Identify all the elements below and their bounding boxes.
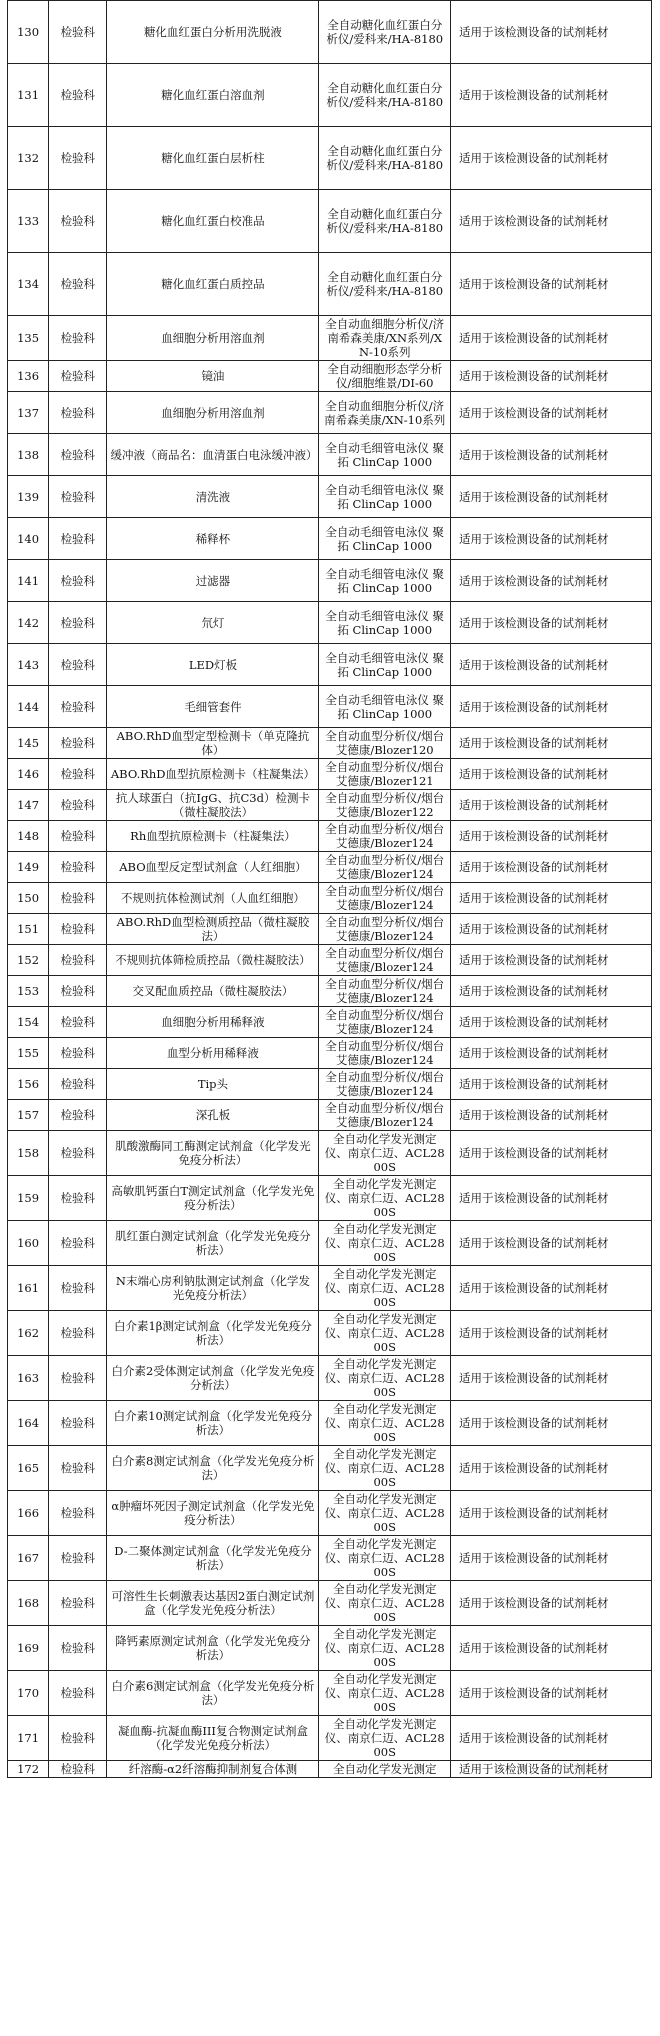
- remark: 适用于该检测设备的试剂耗材: [451, 1536, 652, 1581]
- item-name: D-二聚体测定试剂盒（化学发光免疫分析法）: [107, 1536, 319, 1581]
- remark: 适用于该检测设备的试剂耗材: [451, 1671, 652, 1716]
- table-row: [8, 253, 652, 316]
- device-model: 全自动化学发光测定仪、南京仁迈、ACL2800S: [319, 1311, 451, 1356]
- row-number: 133: [8, 190, 49, 253]
- table-row: [8, 790, 652, 821]
- table-row: [8, 1491, 652, 1536]
- table-row: [8, 1581, 652, 1626]
- remark: 适用于该检测设备的试剂耗材: [451, 914, 652, 945]
- item-name: LED灯板: [107, 644, 319, 686]
- table-row: [8, 602, 652, 644]
- item-name: α肿瘤坏死因子测定试剂盒（化学发光免疫分析法）: [107, 1491, 319, 1536]
- table-row: [8, 1131, 652, 1176]
- table-row: [8, 1671, 652, 1716]
- row-number: 162: [8, 1311, 49, 1356]
- device-model: 全自动血细胞分析仪/济南希森美康/XN系列/XN-10系列: [319, 316, 451, 361]
- item-name: 糖化血红蛋白分析用洗脱液: [107, 1, 319, 64]
- department: 检验科: [49, 1491, 107, 1536]
- device-model: 全自动化学发光测定仪、南京仁迈、ACL2800S: [319, 1131, 451, 1176]
- remark: 适用于该检测设备的试剂耗材: [451, 518, 652, 560]
- department: 检验科: [49, 1131, 107, 1176]
- item-name: 毛细管套件: [107, 686, 319, 728]
- remark: 适用于该检测设备的试剂耗材: [451, 1491, 652, 1536]
- device-model: 全自动毛细管电泳仪 聚拓 ClinCap 1000: [319, 476, 451, 518]
- item-name: 糖化血红蛋白层析柱: [107, 127, 319, 190]
- row-number: 163: [8, 1356, 49, 1401]
- item-name: 稀释杯: [107, 518, 319, 560]
- remark: 适用于该检测设备的试剂耗材: [451, 1716, 652, 1761]
- table-row: [8, 883, 652, 914]
- table-row: [8, 686, 652, 728]
- table-row: [8, 316, 652, 361]
- row-number: 160: [8, 1221, 49, 1266]
- device-model: 全自动糖化血红蛋白分析仪/爱科来/HA-8180: [319, 253, 451, 316]
- row-number: 139: [8, 476, 49, 518]
- item-name: 白介素10测定试剂盒（化学发光免疫分析法）: [107, 1401, 319, 1446]
- remark: 适用于该检测设备的试剂耗材: [451, 190, 652, 253]
- department: 检验科: [49, 518, 107, 560]
- table-row: [8, 1038, 652, 1069]
- department: 检验科: [49, 728, 107, 759]
- item-name: 清洗液: [107, 476, 319, 518]
- item-name: 白介素8测定试剂盒（化学发光免疫分析法）: [107, 1446, 319, 1491]
- department: 检验科: [49, 644, 107, 686]
- remark: 适用于该检测设备的试剂耗材: [451, 64, 652, 127]
- row-number: 156: [8, 1069, 49, 1100]
- department: 检验科: [49, 127, 107, 190]
- row-number: 166: [8, 1491, 49, 1536]
- item-name: 缓冲液（商品名：血清蛋白电泳缓冲液）: [107, 434, 319, 476]
- table-row: [8, 914, 652, 945]
- device-model: 全自动毛细管电泳仪 聚拓 ClinCap 1000: [319, 560, 451, 602]
- item-name: ABO.RhD血型定型检测卡（单克隆抗体）: [107, 728, 319, 759]
- device-model: 全自动化学发光测定仪、南京仁迈、ACL2800S: [319, 1401, 451, 1446]
- department: 检验科: [49, 602, 107, 644]
- department: 检验科: [49, 1266, 107, 1311]
- device-model: 全自动血细胞分析仪/济南希森美康/XN-10系列: [319, 392, 451, 434]
- remark: 适用于该检测设备的试剂耗材: [451, 644, 652, 686]
- device-model: 全自动血型分析仪/烟台艾德康/Blozer124: [319, 1038, 451, 1069]
- table-row: [8, 1069, 652, 1100]
- remark: 适用于该检测设备的试剂耗材: [451, 1007, 652, 1038]
- remark: 适用于该检测设备的试剂耗材: [451, 976, 652, 1007]
- device-model: 全自动化学发光测定仪、南京仁迈、ACL2800S: [319, 1176, 451, 1221]
- table-row: [8, 1311, 652, 1356]
- row-number: 141: [8, 560, 49, 602]
- remark: 适用于该检测设备的试剂耗材: [451, 821, 652, 852]
- department: 检验科: [49, 316, 107, 361]
- table-row: [8, 1401, 652, 1446]
- item-name: 可溶性生长刺激表达基因2蛋白测定试剂盒（化学发光免疫分析法）: [107, 1581, 319, 1626]
- table-row: [8, 852, 652, 883]
- department: 检验科: [49, 190, 107, 253]
- table-row: [8, 1446, 652, 1491]
- device-model: 全自动细胞形态学分析仪/细胞维景/DI-60: [319, 361, 451, 392]
- department: 检验科: [49, 476, 107, 518]
- department: 检验科: [49, 1716, 107, 1761]
- row-number: 168: [8, 1581, 49, 1626]
- device-model: 全自动毛细管电泳仪 聚拓 ClinCap 1000: [319, 644, 451, 686]
- row-number: 142: [8, 602, 49, 644]
- consumables-table: [7, 0, 652, 1778]
- device-model: 全自动糖化血红蛋白分析仪/爱科来/HA-8180: [319, 127, 451, 190]
- remark: 适用于该检测设备的试剂耗材: [451, 1221, 652, 1266]
- remark: 适用于该检测设备的试剂耗材: [451, 361, 652, 392]
- remark: 适用于该检测设备的试剂耗材: [451, 1100, 652, 1131]
- row-number: 152: [8, 945, 49, 976]
- device-model: 全自动化学发光测定仪、南京仁迈、ACL2800S: [319, 1716, 451, 1761]
- remark: 适用于该检测设备的试剂耗材: [451, 1069, 652, 1100]
- remark: 适用于该检测设备的试剂耗材: [451, 790, 652, 821]
- remark: 适用于该检测设备的试剂耗材: [451, 1176, 652, 1221]
- remark: 适用于该检测设备的试剂耗材: [451, 253, 652, 316]
- device-model: 全自动化学发光测定仪、南京仁迈、ACL2800S: [319, 1536, 451, 1581]
- department: 检验科: [49, 1069, 107, 1100]
- department: 检验科: [49, 976, 107, 1007]
- item-name: 糖化血红蛋白质控品: [107, 253, 319, 316]
- item-name: Tip头: [107, 1069, 319, 1100]
- item-name: 镜油: [107, 361, 319, 392]
- department: 检验科: [49, 1007, 107, 1038]
- table-row: [8, 127, 652, 190]
- remark: 适用于该检测设备的试剂耗材: [451, 728, 652, 759]
- department: 检验科: [49, 434, 107, 476]
- table-row: [8, 1761, 652, 1778]
- department: 检验科: [49, 945, 107, 976]
- row-number: 171: [8, 1716, 49, 1761]
- remark: 适用于该检测设备的试剂耗材: [451, 1038, 652, 1069]
- remark: 适用于该检测设备的试剂耗材: [451, 686, 652, 728]
- item-name: 不规则抗体检测试剂（人血红细胞）: [107, 883, 319, 914]
- item-name: 白介素6测定试剂盒（化学发光免疫分析法）: [107, 1671, 319, 1716]
- department: 检验科: [49, 1311, 107, 1356]
- department: 检验科: [49, 883, 107, 914]
- department: 检验科: [49, 1671, 107, 1716]
- remark: 适用于该检测设备的试剂耗材: [451, 1311, 652, 1356]
- item-name: 白介素1β测定试剂盒（化学发光免疫分析法）: [107, 1311, 319, 1356]
- row-number: 169: [8, 1626, 49, 1671]
- department: 检验科: [49, 1626, 107, 1671]
- remark: 适用于该检测设备的试剂耗材: [451, 1581, 652, 1626]
- item-name: 凝血酶-抗凝血酶III复合物测定试剂盒（化学发光免疫分析法）: [107, 1716, 319, 1761]
- remark: 适用于该检测设备的试剂耗材: [451, 852, 652, 883]
- remark: 适用于该检测设备的试剂耗材: [451, 476, 652, 518]
- remark: 适用于该检测设备的试剂耗材: [451, 316, 652, 361]
- remark: 适用于该检测设备的试剂耗材: [451, 883, 652, 914]
- department: 检验科: [49, 1536, 107, 1581]
- row-number: 151: [8, 914, 49, 945]
- remark: 适用于该检测设备的试剂耗材: [451, 1626, 652, 1671]
- remark: 适用于该检测设备的试剂耗材: [451, 1356, 652, 1401]
- department: 检验科: [49, 1, 107, 64]
- device-model: 全自动化学发光测定仪、南京仁迈、ACL2800S: [319, 1356, 451, 1401]
- row-number: 153: [8, 976, 49, 1007]
- row-number: 172: [8, 1761, 49, 1778]
- row-number: 130: [8, 1, 49, 64]
- device-model: 全自动毛细管电泳仪 聚拓 ClinCap 1000: [319, 602, 451, 644]
- department: 检验科: [49, 1401, 107, 1446]
- device-model: 全自动毛细管电泳仪 聚拓 ClinCap 1000: [319, 686, 451, 728]
- department: 检验科: [49, 1446, 107, 1491]
- device-model: 全自动血型分析仪/烟台艾德康/Blozer124: [319, 883, 451, 914]
- table-row: [8, 945, 652, 976]
- table-row: [8, 1266, 652, 1311]
- department: 检验科: [49, 1581, 107, 1626]
- department: 检验科: [49, 914, 107, 945]
- device-model: 全自动化学发光测定仪、南京仁迈、ACL2800S: [319, 1581, 451, 1626]
- department: 检验科: [49, 1038, 107, 1069]
- department: 检验科: [49, 1100, 107, 1131]
- remark: 适用于该检测设备的试剂耗材: [451, 1401, 652, 1446]
- remark: 适用于该检测设备的试剂耗材: [451, 759, 652, 790]
- device-model: 全自动血型分析仪/烟台艾德康/Blozer124: [319, 976, 451, 1007]
- item-name: 不规则抗体筛检质控品（微柱凝胶法）: [107, 945, 319, 976]
- department: 检验科: [49, 852, 107, 883]
- table-row: [8, 560, 652, 602]
- device-model: 全自动化学发光测定仪、南京仁迈、ACL2800S: [319, 1671, 451, 1716]
- item-name: 过滤器: [107, 560, 319, 602]
- row-number: 165: [8, 1446, 49, 1491]
- row-number: 134: [8, 253, 49, 316]
- department: 检验科: [49, 1176, 107, 1221]
- row-number: 137: [8, 392, 49, 434]
- table-row: [8, 1007, 652, 1038]
- row-number: 140: [8, 518, 49, 560]
- device-model: 全自动糖化血红蛋白分析仪/爱科来/HA-8180: [319, 1, 451, 64]
- item-name: 肌红蛋白测定试剂盒（化学发光免疫分析法）: [107, 1221, 319, 1266]
- device-model: 全自动化学发光测定: [319, 1761, 451, 1778]
- row-number: 161: [8, 1266, 49, 1311]
- item-name: 肌酸激酶同工酶测定试剂盒（化学发光免疫分析法）: [107, 1131, 319, 1176]
- row-number: 146: [8, 759, 49, 790]
- row-number: 143: [8, 644, 49, 686]
- device-model: 全自动化学发光测定仪、南京仁迈、ACL2800S: [319, 1626, 451, 1671]
- device-model: 全自动化学发光测定仪、南京仁迈、ACL2800S: [319, 1221, 451, 1266]
- department: 检验科: [49, 361, 107, 392]
- item-name: 深孔板: [107, 1100, 319, 1131]
- row-number: 157: [8, 1100, 49, 1131]
- table-row: [8, 728, 652, 759]
- item-name: 抗人球蛋白（抗IgG、抗C3d）检测卡（微柱凝胶法）: [107, 790, 319, 821]
- item-name: 血细胞分析用稀释液: [107, 1007, 319, 1038]
- row-number: 170: [8, 1671, 49, 1716]
- item-name: Rh血型抗原检测卡（柱凝集法）: [107, 821, 319, 852]
- table-row: [8, 1536, 652, 1581]
- table-row: [8, 644, 652, 686]
- remark: 适用于该检测设备的试剂耗材: [451, 560, 652, 602]
- department: 检验科: [49, 392, 107, 434]
- row-number: 131: [8, 64, 49, 127]
- device-model: 全自动化学发光测定仪、南京仁迈、ACL2800S: [319, 1266, 451, 1311]
- item-name: ABO血型反定型试剂盒（人红细胞）: [107, 852, 319, 883]
- device-model: 全自动血型分析仪/烟台艾德康/Blozer121: [319, 759, 451, 790]
- remark: 适用于该检测设备的试剂耗材: [451, 127, 652, 190]
- row-number: 164: [8, 1401, 49, 1446]
- row-number: 148: [8, 821, 49, 852]
- department: 检验科: [49, 64, 107, 127]
- row-number: 135: [8, 316, 49, 361]
- device-model: 全自动毛细管电泳仪 聚拓 ClinCap 1000: [319, 518, 451, 560]
- table-row: [8, 518, 652, 560]
- table-row: [8, 821, 652, 852]
- row-number: 155: [8, 1038, 49, 1069]
- row-number: 149: [8, 852, 49, 883]
- device-model: 全自动血型分析仪/烟台艾德康/Blozer124: [319, 914, 451, 945]
- device-model: 全自动血型分析仪/烟台艾德康/Blozer122: [319, 790, 451, 821]
- device-model: 全自动血型分析仪/烟台艾德康/Blozer124: [319, 821, 451, 852]
- table-row: [8, 64, 652, 127]
- remark: 适用于该检测设备的试剂耗材: [451, 1266, 652, 1311]
- device-model: 全自动化学发光测定仪、南京仁迈、ACL2800S: [319, 1491, 451, 1536]
- row-number: 144: [8, 686, 49, 728]
- row-number: 158: [8, 1131, 49, 1176]
- table-row: [8, 976, 652, 1007]
- table-row: [8, 361, 652, 392]
- table-row: [8, 476, 652, 518]
- department: 检验科: [49, 686, 107, 728]
- item-name: 糖化血红蛋白校准品: [107, 190, 319, 253]
- table-row: [8, 1, 652, 64]
- table-row: [8, 1626, 652, 1671]
- device-model: 全自动血型分析仪/烟台艾德康/Blozer124: [319, 852, 451, 883]
- row-number: 150: [8, 883, 49, 914]
- item-name: 氘灯: [107, 602, 319, 644]
- table-row: [8, 392, 652, 434]
- remark: 适用于该检测设备的试剂耗材: [451, 1, 652, 64]
- row-number: 167: [8, 1536, 49, 1581]
- department: 检验科: [49, 1221, 107, 1266]
- table-row: [8, 1100, 652, 1131]
- item-name: 降钙素原测定试剂盒（化学发光免疫分析法）: [107, 1626, 319, 1671]
- device-model: 全自动血型分析仪/烟台艾德康/Blozer120: [319, 728, 451, 759]
- item-name: N末端心房利钠肽测定试剂盒（化学发光免疫分析法）: [107, 1266, 319, 1311]
- table-row: [8, 1716, 652, 1761]
- item-name: ABO.RhD血型检测质控品（微柱凝胶法）: [107, 914, 319, 945]
- department: 检验科: [49, 1356, 107, 1401]
- table-row: [8, 434, 652, 476]
- table-row: [8, 190, 652, 253]
- table-row: [8, 1176, 652, 1221]
- remark: 适用于该检测设备的试剂耗材: [451, 1131, 652, 1176]
- department: 检验科: [49, 790, 107, 821]
- device-model: 全自动血型分析仪/烟台艾德康/Blozer124: [319, 1069, 451, 1100]
- item-name: 血细胞分析用溶血剂: [107, 392, 319, 434]
- remark: 适用于该检测设备的试剂耗材: [451, 602, 652, 644]
- item-name: ABO.RhD血型抗原检测卡（柱凝集法）: [107, 759, 319, 790]
- item-name: 纤溶酶-α2纤溶酶抑制剂复合体测: [107, 1761, 319, 1778]
- item-name: 糖化血红蛋白溶血剂: [107, 64, 319, 127]
- row-number: 136: [8, 361, 49, 392]
- table-row: [8, 759, 652, 790]
- department: 检验科: [49, 253, 107, 316]
- row-number: 154: [8, 1007, 49, 1038]
- remark: 适用于该检测设备的试剂耗材: [451, 434, 652, 476]
- row-number: 132: [8, 127, 49, 190]
- device-model: 全自动毛细管电泳仪 聚拓 ClinCap 1000: [319, 434, 451, 476]
- remark: 适用于该检测设备的试剂耗材: [451, 1446, 652, 1491]
- remark: 适用于该检测设备的试剂耗材: [451, 392, 652, 434]
- table-row: [8, 1221, 652, 1266]
- device-model: 全自动糖化血红蛋白分析仪/爱科来/HA-8180: [319, 190, 451, 253]
- row-number: 147: [8, 790, 49, 821]
- department: 检验科: [49, 1761, 107, 1778]
- row-number: 138: [8, 434, 49, 476]
- device-model: 全自动血型分析仪/烟台艾德康/Blozer124: [319, 945, 451, 976]
- remark: 适用于该检测设备的试剂耗材: [451, 945, 652, 976]
- row-number: 145: [8, 728, 49, 759]
- department: 检验科: [49, 759, 107, 790]
- device-model: 全自动血型分析仪/烟台艾德康/Blozer124: [319, 1100, 451, 1131]
- device-model: 全自动血型分析仪/烟台艾德康/Blozer124: [319, 1007, 451, 1038]
- table-row: [8, 1356, 652, 1401]
- item-name: 白介素2受体测定试剂盒（化学发光免疫分析法）: [107, 1356, 319, 1401]
- item-name: 血型分析用稀释液: [107, 1038, 319, 1069]
- item-name: 高敏肌钙蛋白T测定试剂盒（化学发光免疫分析法）: [107, 1176, 319, 1221]
- item-name: 交叉配血质控品（微柱凝胶法）: [107, 976, 319, 1007]
- row-number: 159: [8, 1176, 49, 1221]
- device-model: 全自动糖化血红蛋白分析仪/爱科来/HA-8180: [319, 64, 451, 127]
- remark: 适用于该检测设备的试剂耗材: [451, 1761, 652, 1778]
- item-name: 血细胞分析用溶血剂: [107, 316, 319, 361]
- department: 检验科: [49, 821, 107, 852]
- device-model: 全自动化学发光测定仪、南京仁迈、ACL2800S: [319, 1446, 451, 1491]
- department: 检验科: [49, 560, 107, 602]
